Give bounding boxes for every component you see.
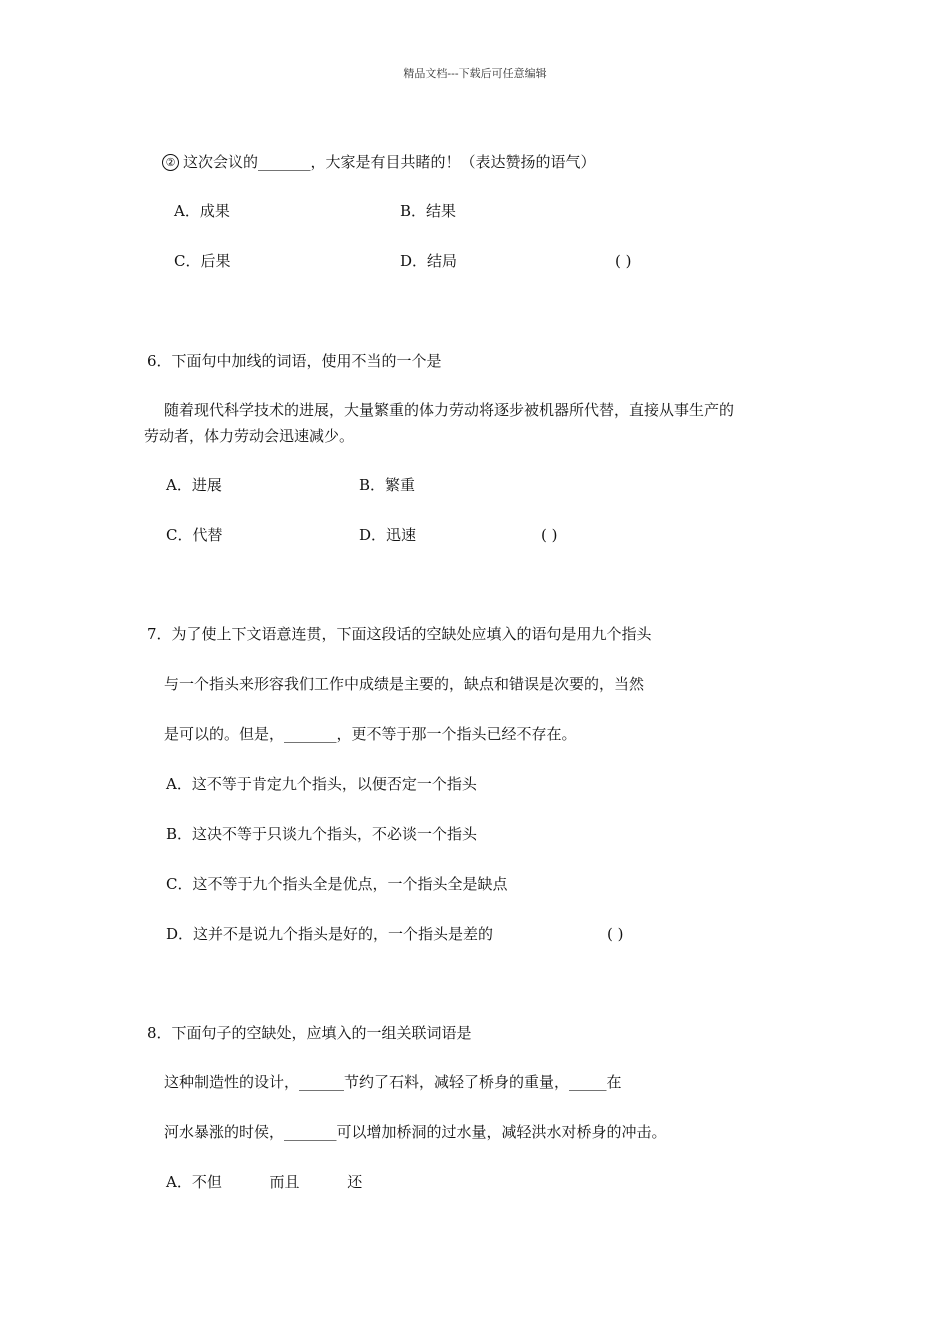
- q5-2-stem-text: 这次会议的_______，大家是有目共睹的！（表达赞扬的语气）: [183, 153, 596, 171]
- q8-option-a: A．不但 而且 还: [166, 1173, 363, 1191]
- q5-2-option-c: C．后果: [174, 252, 231, 270]
- q7-passage-line2: 是可以的。但是，_______，更不等于那一个指头已经不存在。: [164, 725, 577, 743]
- q7-passage-line1: 与一个指头来形容我们工作中成绩是主要的，缺点和错误是次要的，当然: [164, 675, 645, 693]
- q6-stem: 6．下面句中加线的词语，使用不当的一个是: [147, 352, 442, 370]
- q6-option-d: D．迅速: [359, 526, 417, 544]
- q6-option-a: A．进展: [166, 476, 222, 494]
- q5-2-number: ②: [162, 154, 179, 171]
- q7-option-a: A．这不等于肯定九个指头，以便否定一个指头: [166, 775, 477, 793]
- q8-stem: 8．下面句子的空缺处，应填入的一组关联词语是: [147, 1024, 472, 1042]
- q6-option-b: B．繁重: [359, 476, 416, 494]
- q7-answer-paren: ( ): [607, 925, 624, 943]
- q6-option-c: C．代替: [166, 526, 223, 544]
- page-header: 精品文档---下载后可任意编辑: [403, 67, 547, 80]
- q6-passage-line1: 随着现代科学技术的进展，大量繁重的体力劳动将逐步被机器所代替，直接从事生产的: [164, 401, 735, 419]
- q6-passage-line2: 劳动者，体力劳动会迅速减少。: [144, 427, 355, 445]
- q7-stem: 7．为了使上下文语意连贯，下面这段话的空缺处应填入的语句是用九个指头: [147, 625, 652, 643]
- q5-2-option-d: D．结局: [400, 252, 458, 270]
- q7-option-d: D．这并不是说九个指头是好的，一个指头是差的: [166, 925, 494, 943]
- q7-option-c: C．这不等于九个指头全是优点，一个指头全是缺点: [166, 875, 508, 893]
- q5-2-stem: [162, 154, 596, 171]
- q5-2-option-b: B．结果: [400, 202, 457, 220]
- q8-passage-line2: 河水暴涨的时侯，_______可以增加桥洞的过水量，减轻洪水对桥身的冲击。: [164, 1123, 667, 1141]
- q5-2-answer-paren: ( ): [615, 252, 632, 270]
- q6-answer-paren: ( ): [541, 526, 558, 544]
- q5-2-option-a: A．成果: [174, 202, 230, 220]
- q8-passage-line1: 这种制造性的设计，______节约了石料，减轻了桥身的重量，_____在: [164, 1073, 622, 1091]
- q7-option-b: B．这决不等于只谈九个指头，不必谈一个指头: [166, 825, 478, 843]
